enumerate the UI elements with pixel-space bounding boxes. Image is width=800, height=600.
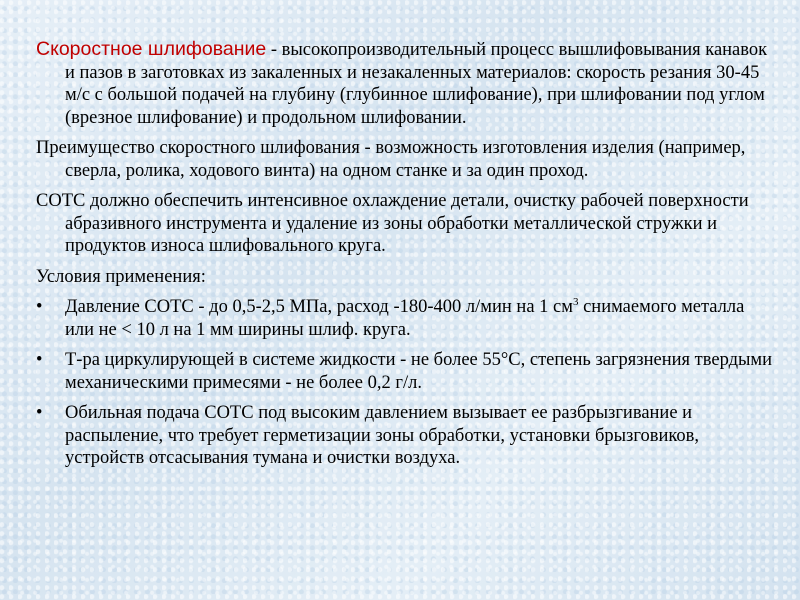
bullet-marker: • [36, 350, 43, 370]
bullet-marker: • [36, 297, 43, 317]
bullet-item-pressure [36, 296, 776, 341]
paragraph-advantage: Преимущество скоростного шлифования - возможность изготовления изделия (например, сверла, ролика, ходового винта) на одном станке и за один проход. [36, 138, 746, 181]
superscript-cube: 3 [572, 295, 579, 308]
definition-text: - высокопроизводительный процесс вышлифовывания канавок и пазов в заготовках из закаленных и незакаленных материалов: скорость резания 30-45 м/с с большой подачей на глубину (глубинное шлифование), при шлифовании под углом (врезное шлифование) и продольном шлифовании. [65, 40, 768, 128]
bullet-text-continued: снимаемого металла или не < 10 л на 1 мм ширины шлиф. круга. [65, 297, 745, 340]
paragraph-definition [36, 38, 776, 129]
bullet-item-temperature [36, 349, 776, 394]
term-highlight: Скоростное шлифование [36, 38, 267, 60]
bullet-text: Т-ра циркулирующей в системе жидкости - не более 55°С, степень загрязнения твердыми механическими примесями - не более 0,2 г/л. [65, 350, 773, 393]
bullet-marker: • [36, 403, 43, 423]
bullet-text: Обильная подача СОТС под высоким давлением вызывает ее разбрызгивание и распыление, что требует герметизации зоны обработки, установки брызговиков, устройств отсасывания тумана и очистки воздуха. [65, 403, 700, 468]
paragraph-conditions-heading: Условия применения: [36, 266, 206, 287]
slide-content [36, 38, 776, 478]
paragraph-coolant: СОТС должно обеспечить интенсивное охлаждение детали, очистку рабочей поверхности абразивного инструмента и удаление из зоны обработки металлической стружки и продуктов износа шлифовального круга. [36, 191, 749, 256]
bullet-item-spray [36, 402, 776, 470]
bullet-text: Давление СОТС - до 0,5-2,5 МПа, расход -180-400 л/мин на 1 см [65, 297, 573, 317]
